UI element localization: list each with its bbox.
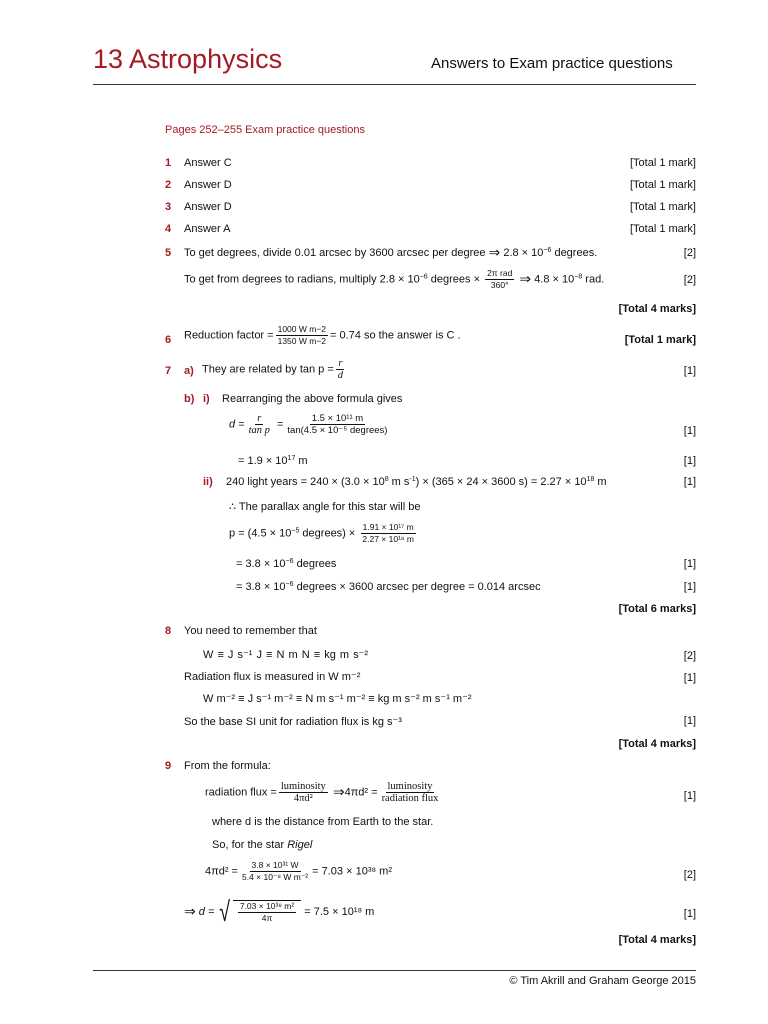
copyright-footer: © Tim Akrill and Graham George 2015 [509, 975, 696, 987]
q8-units: W ≡ J s⁻¹ J ≡ N m N ≡ kg m s⁻² [203, 649, 369, 661]
q6-number: 6 [165, 334, 172, 346]
q7bii-mark: [1] [683, 476, 696, 488]
chapter-title: 13 Astrophysics [93, 44, 283, 74]
q7-d-result-mark: [1] [683, 455, 696, 467]
q7bii-text: 240 light years = $240 \times (3.0 \times 10^8$ m $s^{-1}) \times (365 \times 24 \times 3600$ $s) = 2.27 \times 10^{18}$ m [226, 476, 607, 488]
q8-flux: Radiation flux is measured in W m⁻² [184, 671, 361, 683]
implies-arrow-icon: ⇒ [332, 783, 345, 800]
q9-fraction2: $\frac{\text{luminosity}}{\text{radiation flux}}$ [381, 781, 439, 804]
q8-flux-mark: [1] [683, 672, 696, 684]
q5-mark1: [2] [683, 247, 696, 259]
q7-d-fraction: $\frac{r}{\text{tan p}}$ [248, 413, 270, 436]
square-root-icon: √ $\frac{\text{7.03 × 10³⁸ m²}}{4\pi}$ [217, 898, 301, 926]
q7-p-result2-mark: [1] [683, 581, 696, 593]
q4-number: 4 [165, 223, 172, 235]
implies-arrow-icon: ⇒ [519, 270, 532, 287]
q7-number: 7 [165, 365, 172, 377]
q8-total: [Total 4 marks] [618, 738, 696, 750]
page-subtitle: Answers to Exam practice questions [431, 55, 673, 72]
q7-d-equation: d = $\frac{r}{\text{tan p}}$ = $\frac{\text{1.5 × 10¹¹ m}}{\text{tan(4.5 × 10⁻⁵ degrees)}}$ [229, 413, 388, 436]
implies-arrow-icon: ⇒ [488, 244, 501, 260]
footer-rule [93, 970, 696, 971]
q7a-fraction: $\frac{r}{d}$ [337, 358, 344, 381]
q7bi-label: i) [203, 393, 210, 405]
q9-formula-mark: [1] [683, 790, 696, 802]
q5-line2: To get from degrees to radians, multiply $2.8 \times 10^{-6}$ degrees × $\frac{\text{2π rad}}{360^\circ}$ ⇒ $4.8 \times 10^{-8}$ rad. [184, 268, 605, 290]
q4-answer: Answer A [184, 223, 231, 235]
q7-p-result1-mark: [1] [683, 558, 696, 570]
q9-number: 9 [165, 760, 172, 772]
q9-sqrt-fraction: $\frac{\text{7.03 × 10³⁸ m²}}{4\pi}$ [239, 901, 295, 923]
q8-base-mark: [1] [683, 715, 696, 727]
q1-answer: Answer C [184, 157, 232, 169]
q8-intro: You need to remember that [184, 625, 317, 637]
q7-total: [Total 6 marks] [618, 603, 696, 615]
q6-fraction: $\frac{\text{1000 W m−2}}{\text{1350 W m−2}}$ [277, 324, 327, 346]
q7-p-result2: = $3.8 \times 10^{-6}$ degrees × 3600 arcsec per degree = 0.014 arcsec [236, 581, 541, 593]
q5-fraction: $\frac{\text{2π rad}}{360^\circ}$ [487, 268, 513, 290]
q6-line: Reduction factor = $\frac{\text{1000 W m−2}}{\text{1350 W m−2}}$ = 0.74 so the answer is C . [184, 324, 461, 346]
q9-total: [Total 4 marks] [618, 934, 696, 946]
q5-line1: To get degrees, divide 0.01 arcsec by 3600 arcsec per degree ⇒ $2.8 \times 10^{-6}$ degrees. [184, 244, 598, 260]
q7b-label: b) [184, 393, 195, 405]
q1-mark: [Total 1 mark] [629, 157, 696, 169]
q3-answer: Answer D [184, 201, 232, 213]
q2-mark: [Total 1 mark] [629, 179, 696, 191]
q9-star: So, for the star Rigel [212, 839, 313, 851]
q4-mark: [Total 1 mark] [629, 223, 696, 235]
implies-arrow-icon: ⇒ [184, 902, 196, 919]
q7a-mark: [1] [683, 365, 696, 377]
q9-intro: From the formula: [184, 760, 271, 772]
q5-total: [Total 4 marks] [618, 303, 696, 315]
q9-formula: radiation flux = $\frac{\text{luminosity}}{\text{4πd²}}$ ⇒4πd² = $\frac{\text{luminosity}}{\text{radiation flux}}$ [205, 781, 439, 804]
q8-base: So the base SI unit for radiation flux is kg s⁻³ [184, 716, 402, 728]
q7a-label: a) [184, 365, 194, 377]
q9-area-fraction: $\frac{\text{3.8 × 10³¹ W}}{\text{5.4 × 10⁻⁸ W m⁻²}}$ [241, 860, 309, 882]
q7-d-result: = $1.9 \times 10^{17}$ m [238, 455, 308, 467]
q7bi-text: Rearranging the above formula gives [222, 393, 403, 405]
q3-mark: [Total 1 mark] [629, 201, 696, 213]
q8-chain: W m⁻² ≡ J s⁻¹ m⁻² ≡ N m s⁻¹ m⁻² ≡ kg m s⁻² m s⁻¹ m⁻² [203, 693, 472, 705]
q3-number: 3 [165, 201, 172, 213]
q7-p-result1: = $3.8 \times 10^{-6}$ degrees [236, 558, 337, 570]
q7-p-fraction: $\frac{\text{1.91 × 10¹⁷ m}}{\text{2.27 × 10¹⁸ m}}$ [362, 522, 414, 544]
q5-mark2: [2] [683, 274, 696, 286]
q7-p-equation: $p = (4.5 \times 10^{-5}$ degrees) × $\frac{\text{1.91 × 10¹⁷ m}}{\text{2.27 × 10¹⁸ m}}$ [229, 522, 414, 544]
q9-area-equation: 4πd² = $\frac{\text{3.8 × 10³¹ W}}{\text{5.4 × 10⁻⁸ W m⁻²}}$ = 7.03 × 10³⁸ m² [205, 860, 393, 882]
header-rule [93, 84, 696, 85]
q7a-text: They are related by tan p = $\frac{r}{d}$ [202, 358, 344, 381]
q2-number: 2 [165, 179, 172, 191]
q9-distance-mark: [1] [683, 908, 696, 920]
q5-number: 5 [165, 247, 172, 259]
q9-fraction1: $\frac{\text{luminosity}}{\text{4πd²}}$ [280, 781, 326, 804]
q9-where: where d is the distance from Earth to the star. [212, 816, 434, 828]
q6-mark: [Total 1 mark] [624, 334, 696, 346]
q8-number: 8 [165, 625, 172, 637]
q8-units-mark: [2] [683, 650, 696, 662]
q7-d-fraction2: $\frac{\text{1.5 × 10¹¹ m}}{\text{tan(4.5 × 10⁻⁵ degrees)}}$ [287, 413, 388, 436]
q7bii-label: ii) [203, 476, 213, 488]
q7-d-mark: [1] [683, 425, 696, 437]
q2-answer: Answer D [184, 179, 232, 191]
q1-number: 1 [165, 157, 172, 169]
section-title: Pages 252–255 Exam practice questions [165, 124, 365, 136]
q7-therefore: ∴ The parallax angle for this star will be [229, 501, 421, 513]
q9-area-mark: [2] [683, 869, 696, 881]
q9-distance-equation: ⇒ d = √ $\frac{\text{7.03 × 10³⁸ m²}}{4\pi}$ = 7.5 × 10¹⁸ m [184, 896, 375, 927]
